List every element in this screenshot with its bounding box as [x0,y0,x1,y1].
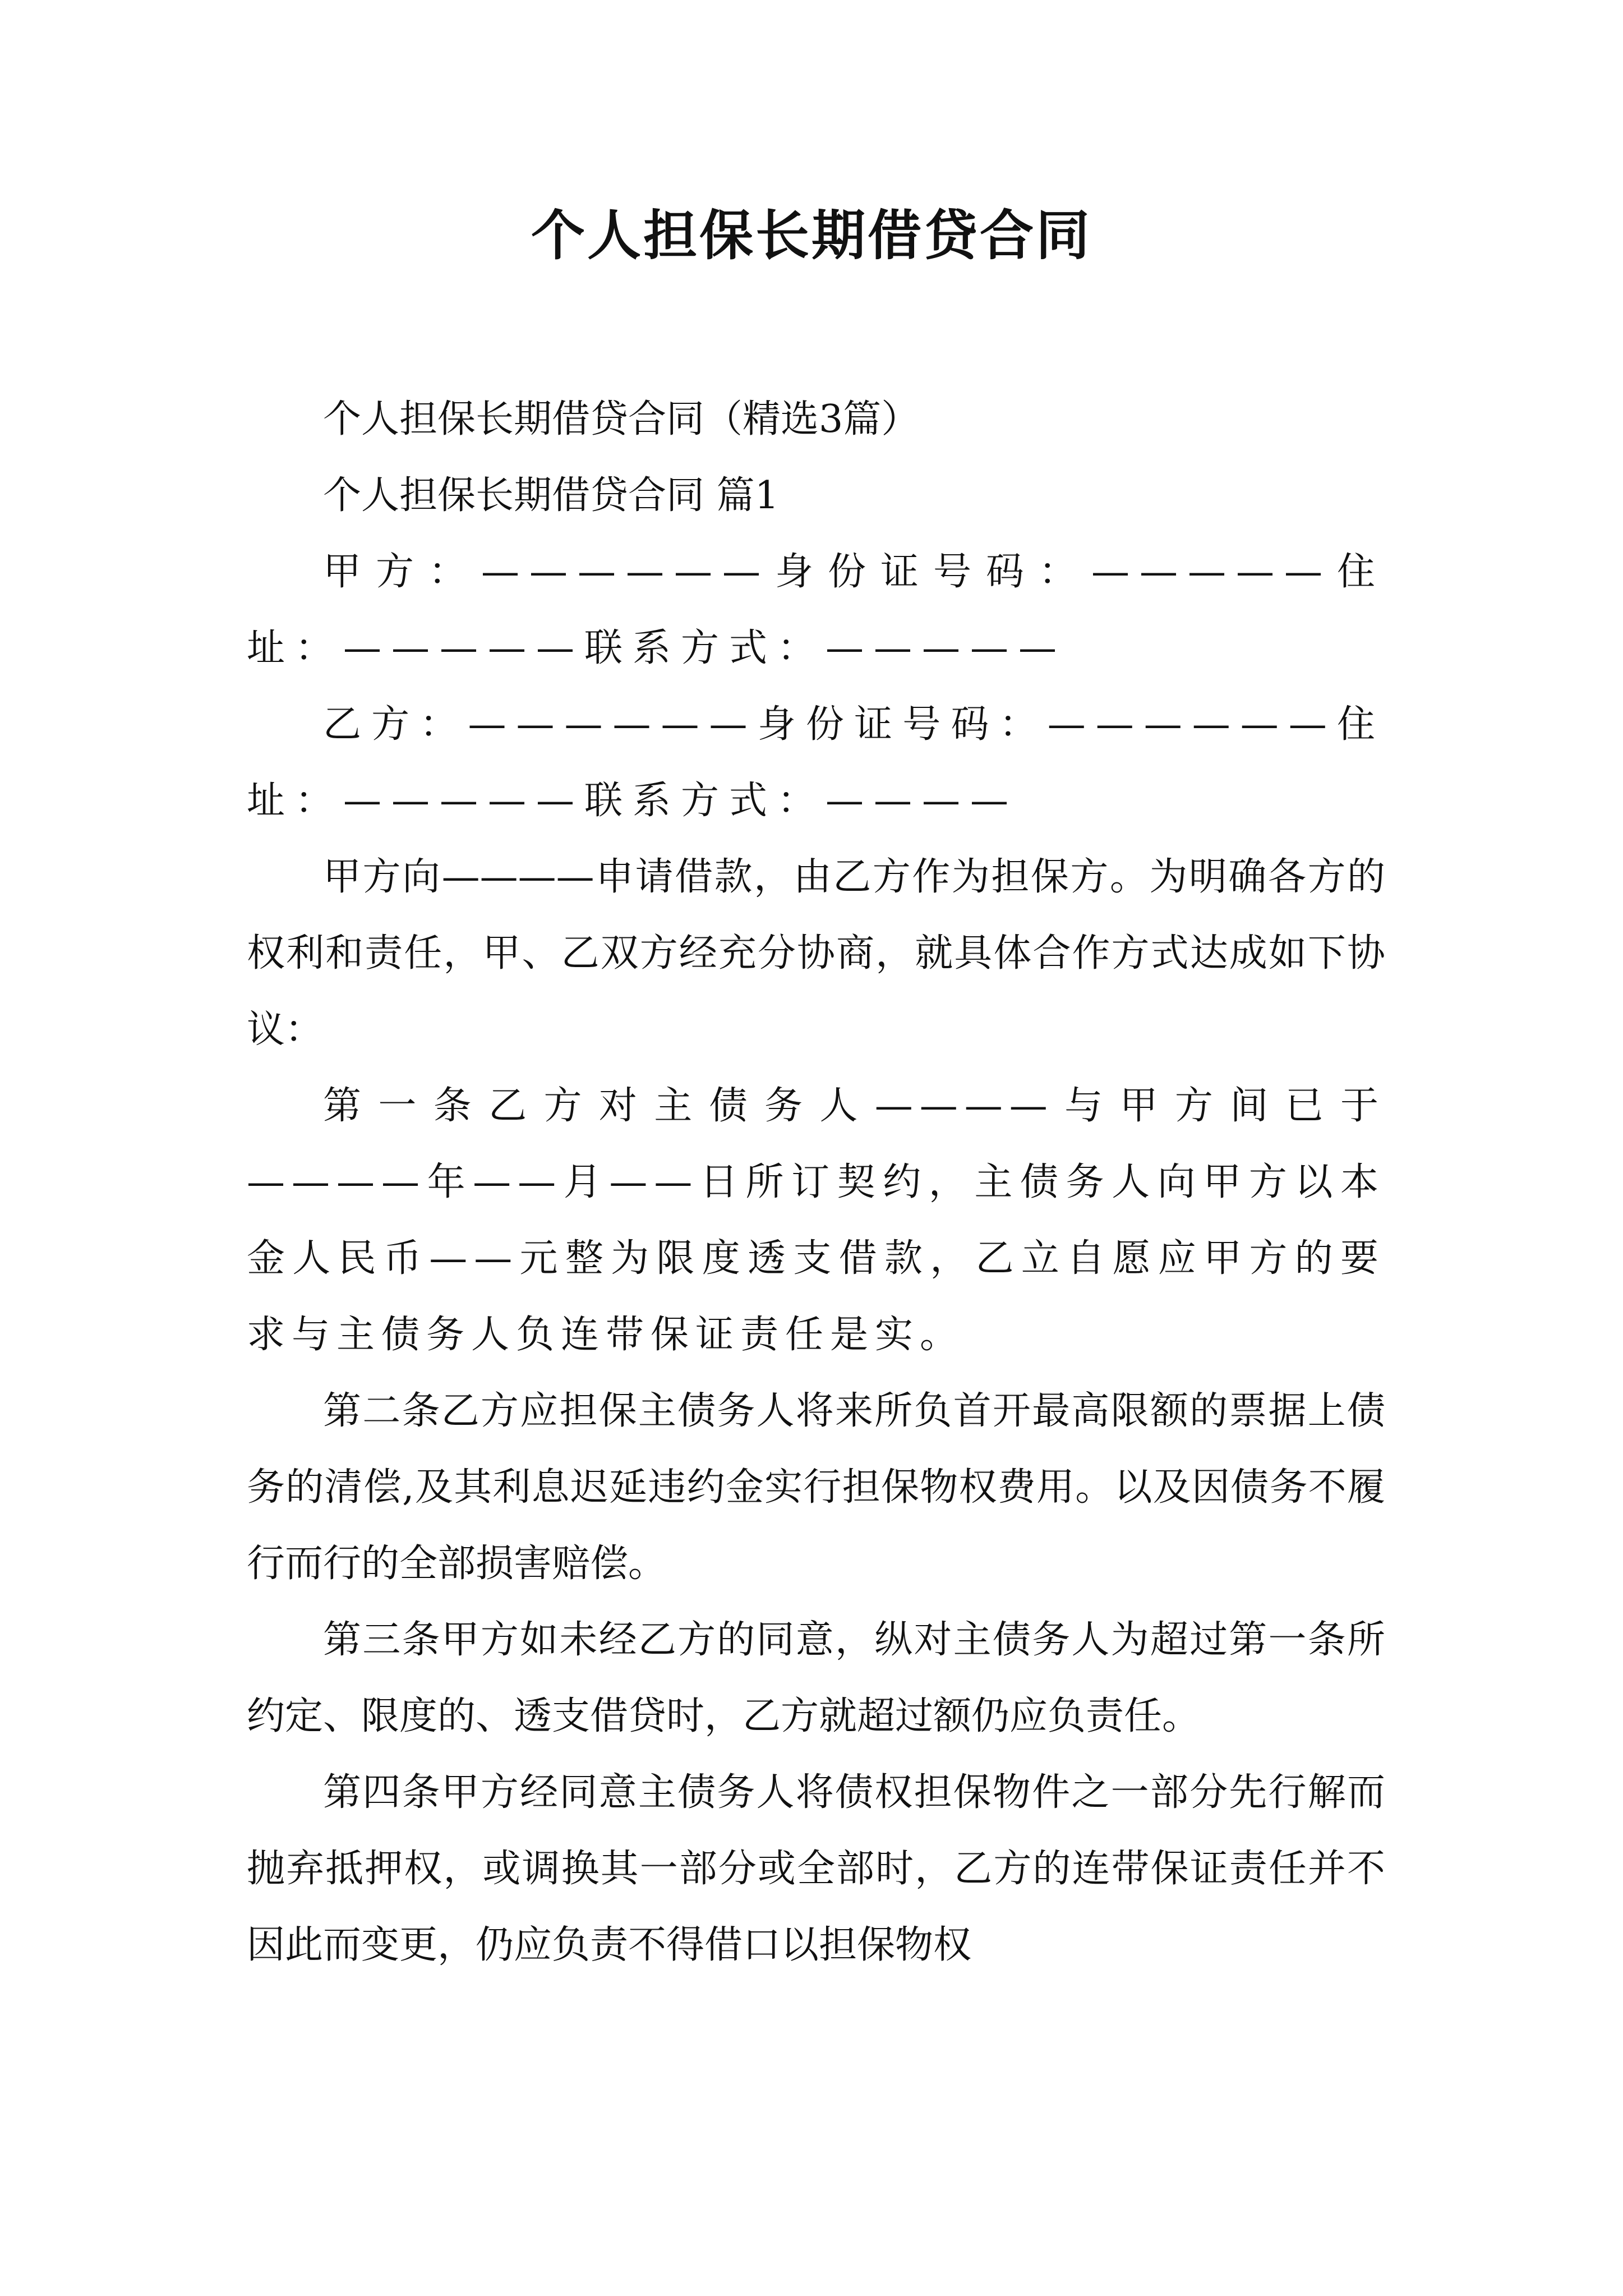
article-3: 第三条甲方如未经乙方的同意，纵对主债务人为超过第一条所约定、限度的、透支借贷时，乙方就超过额仍应负责任。 [247,1618,1385,1738]
subtitle-line: 个人担保长期借贷合同（精选3篇） [323,397,920,441]
party-b-info: 乙方：——————身份证号码：——————住址：—————联系方式：———— [247,702,1385,823]
article-4: 第四条甲方经同意主债务人将债权担保物件之一部分先行解而抛弃抵押权，或调换其一部分或全部时，乙方的连带保证责任并不因此而变更，仍应负责不得借口以担保物权 [247,1770,1385,1967]
section-heading: 个人担保长期借贷合同 篇1 [323,473,779,518]
document-title: 个人担保长期借贷合同 [531,204,1092,267]
preamble-paragraph: 甲方向————申请借款，由乙方作为担保方。为明确各方的权利和责任，甲、乙双方经充分协商，就具体合作方式达成如下协议： [247,855,1385,1052]
article-2: 第二条乙方应担保主债务人将来所负首开最高限额的票据上债务的清偿,及其利息迟延违约金实行担保物权费用。以及因债务不履行而行的全部损害赔偿。 [247,1389,1385,1586]
article-1: 第一条乙方对主债务人————与甲方间已于————年——月——日所订契约，主债务人向甲方以本金人民币——元整为限度透支借款，乙立自愿应甲方的要求与主债务人负连带保证责任是实。 [247,1084,1385,1357]
party-a-info: 甲方：——————身份证号码：—————住址：—————联系方式：————— [247,550,1385,670]
document-body [247,381,1385,1984]
